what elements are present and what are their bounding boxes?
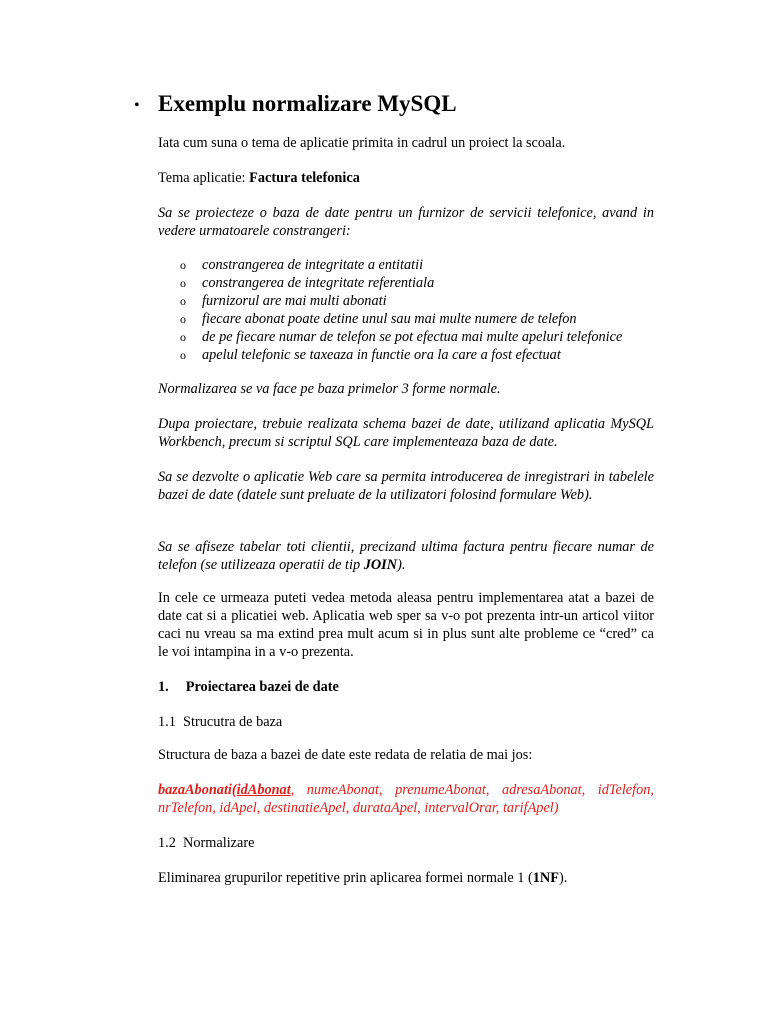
tema-label: Tema aplicatie: bbox=[158, 170, 250, 186]
list-item: o constrangerea de integritate referentiala bbox=[180, 275, 435, 291]
intro-paragraph: Iata cum suna o tema de aplicatie primita in cadrul un proiect la scoala. bbox=[158, 135, 566, 151]
section-heading bbox=[158, 678, 339, 696]
subsection-heading: 1.2 Normalizare bbox=[158, 835, 255, 851]
nf1-label: 1NF bbox=[532, 870, 559, 886]
display-paragraph: Sa se afiseze tabelar toti clientii, precizand ultima factura pentru fiecare numar de telefon (se utilizeaza operatii de tip JOIN). bbox=[158, 539, 654, 573]
list-item: o fiecare abonat poate detine unul sau mai multe numere de telefon bbox=[180, 311, 577, 327]
list-marker: o bbox=[180, 330, 186, 344]
constraints-list bbox=[180, 256, 622, 364]
list-item: o constrangerea de integritate a entitatii bbox=[180, 257, 424, 273]
list-item: o furnizorul are mai multi abonati bbox=[180, 293, 387, 309]
list-marker: o bbox=[180, 258, 186, 272]
list-marker: o bbox=[180, 348, 186, 362]
primary-key: idAbonat bbox=[236, 782, 291, 798]
design-paragraph: Dupa proiectare, trebuie realizata schema bazei de date, utilizand aplicatia MySQL Workbench, precum si scriptul SQL care implementeaza baza de date. bbox=[158, 416, 654, 450]
page-title: Exemplu normalizare MySQL bbox=[158, 91, 457, 116]
relation-name: bazaAbonati( bbox=[158, 782, 237, 798]
tema-value: Factura telefonica bbox=[249, 170, 360, 186]
list-item: o apelul telefonic se taxeaza in functie ora la care a fost efectuat bbox=[180, 347, 561, 363]
nf1-sentence: Eliminarea grupurilor repetitive prin aplicarea formei normale 1 (1NF). bbox=[158, 870, 568, 886]
body-paragraph: In cele ce urmeaza puteti vedea metoda aleasa pentru implementarea atat a bazei de date cat si a plicatiei web. Aplicatia web sper sa v-o pot prezenta intr-un articol viitor caci nu vreau sa ma extind prea mult acum si in plus sunt alte probleme ce “cred” ca le voi intampina in a v-o prezenta. bbox=[158, 590, 654, 660]
section-number: 1. bbox=[158, 679, 169, 695]
web-app-paragraph: Sa se dezvolte o aplicatie Web care sa permita introducerea de inregistrari in tabelele bazei de date (datele sunt preluate de la utilizatori folosind formulare Web). bbox=[158, 469, 654, 503]
list-marker: o bbox=[180, 312, 186, 326]
relation-definition bbox=[158, 781, 654, 817]
relation-attributes: , numeAbonat, prenumeAbonat, adresaAbonat, idTelefon, nrTelefon, idApel, destinatieApel, durataApel, intervalOrar, tarifApel) bbox=[158, 782, 654, 816]
section-title: Proiectarea bazei de date bbox=[185, 679, 339, 695]
list-marker: o bbox=[180, 294, 186, 308]
task-intro-paragraph: Sa se proiecteze o baza de date pentru un furnizor de servicii telefonice, avand in vedere urmatoarele constrangeri: bbox=[158, 205, 654, 239]
structure-sentence: Structura de baza a bazei de date este redata de relatia de mai jos: bbox=[158, 747, 533, 763]
heading-bullet: • bbox=[134, 97, 140, 114]
normal-forms-paragraph: Normalizarea se va face pe baza primelor 3 forme normale. bbox=[158, 381, 501, 397]
subsection-heading: 1.1 Strucutra de baza bbox=[158, 714, 283, 730]
join-keyword: JOIN bbox=[363, 557, 398, 573]
list-item: o de pe fiecare numar de telefon se pot efectua mai multe apeluri telefonice bbox=[180, 329, 623, 345]
list-marker: o bbox=[180, 276, 186, 290]
tema-line bbox=[158, 169, 654, 187]
